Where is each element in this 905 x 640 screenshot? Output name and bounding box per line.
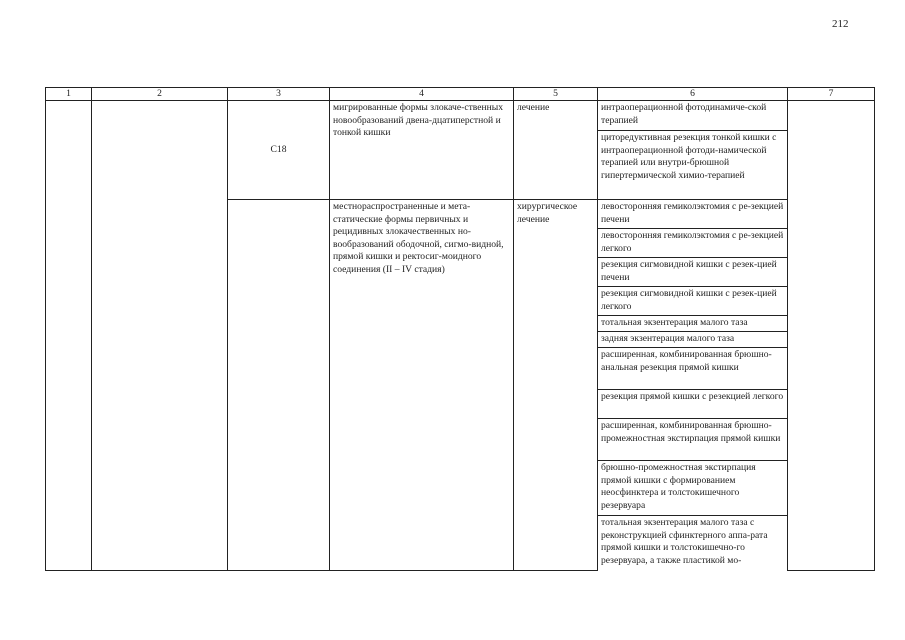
treatment-cell: хирургическое лечение bbox=[514, 200, 598, 571]
method-cell: брюшно-промежностная экстирпация прямой кишки с формированием неосфинктера и толстокишечного резервуара bbox=[598, 461, 788, 516]
column-header: 5 bbox=[514, 88, 598, 101]
method-cell: левосторонняя гемиколэктомия с ре-зекцией легкого bbox=[598, 229, 788, 258]
diagnosis-cell: мигрированные формы злокаче-ственных новообразований двена-дцатиперстной и тонкой кишки bbox=[330, 101, 514, 200]
table-row bbox=[46, 101, 875, 131]
method-cell: интраоперационной фотодинамиче-ской терапией bbox=[598, 101, 788, 131]
column-header: 2 bbox=[92, 88, 228, 101]
diagnosis-cell: местнораспространенные и мета-статические формы первичных и рецидивных злокачественных но-вообразований ободочной, сигмо-видной, прямой кишки и ректосиг-моидного соединения (II – IV стадия) bbox=[330, 200, 514, 571]
column-header: 1 bbox=[46, 88, 92, 101]
column-7-cell bbox=[788, 101, 875, 571]
column-header: 3 bbox=[228, 88, 330, 101]
code-cell-empty bbox=[228, 200, 330, 571]
method-cell: тотальная экзентерация малого таза bbox=[598, 316, 788, 332]
page-number: 212 bbox=[832, 18, 849, 30]
method-cell: циторедуктивная резекция тонкой кишки с интраоперационной фотоди-намической терапией или внутри-брюшной гипертермической химио-терапией bbox=[598, 131, 788, 200]
method-cell: резекция прямой кишки с резекцией легкого bbox=[598, 390, 788, 419]
column-number-row bbox=[46, 88, 875, 101]
column-header: 6 bbox=[598, 88, 788, 101]
column-2-cell bbox=[92, 101, 228, 571]
method-cell: задняя экзентерация малого таза bbox=[598, 332, 788, 348]
method-cell: левосторонняя гемиколэктомия с ре-зекцией печени bbox=[598, 200, 788, 229]
treatment-cell: лечение bbox=[514, 101, 598, 200]
procedures-table bbox=[45, 87, 875, 571]
method-cell: расширенная, комбинированная брюшно-промежностная экстирпация прямой кишки bbox=[598, 419, 788, 461]
method-cell: расширенная, комбинированная брюшно-анальная резекция прямой кишки bbox=[598, 348, 788, 390]
column-1-cell bbox=[46, 101, 92, 571]
column-header: 7 bbox=[788, 88, 875, 101]
method-cell: тотальная экзентерация малого таза с реконструкцией сфинктерного аппа-рата прямой кишки и толстокишечно-го резервуара, а также пластикой мо- bbox=[598, 516, 788, 571]
code-cell: C18 bbox=[228, 101, 330, 200]
column-header: 4 bbox=[330, 88, 514, 101]
method-cell: резекция сигмовидной кишки с резек-цией печени bbox=[598, 258, 788, 287]
method-cell: резекция сигмовидной кишки с резек-цией легкого bbox=[598, 287, 788, 316]
